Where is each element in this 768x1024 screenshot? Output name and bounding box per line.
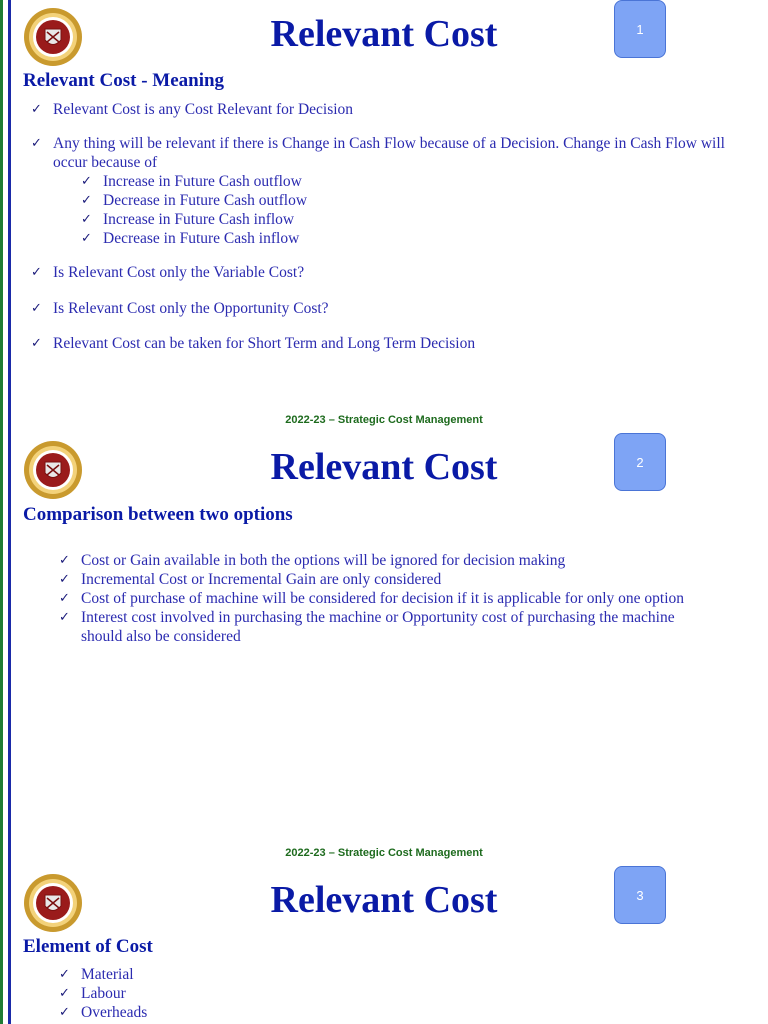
check-icon: ✓ xyxy=(81,231,92,246)
check-icon: ✓ xyxy=(81,174,92,189)
list-item xyxy=(81,191,751,210)
bullet-list xyxy=(59,965,719,1022)
list-item xyxy=(59,551,719,570)
list-item xyxy=(81,229,751,248)
list-item-text: Interest cost involved in purchasing the machine or Opportunity cost of purchasing the machine should also be considered xyxy=(81,609,675,645)
list-item-text: Is Relevant Cost only the Opportunity Cost? xyxy=(53,300,329,317)
list-item-text: Relevant Cost is any Cost Relevant for Decision xyxy=(53,101,354,118)
slide-title: Relevant Cost xyxy=(270,13,498,55)
check-icon: ✓ xyxy=(31,301,42,316)
slide-title: Relevant Cost xyxy=(270,879,498,921)
section-heading: Comparison between two options xyxy=(23,504,293,525)
slide-3 xyxy=(0,866,768,1024)
check-icon: ✓ xyxy=(59,591,70,606)
list-item-text: Is Relevant Cost only the Variable Cost? xyxy=(53,264,305,281)
left-border-blue xyxy=(8,0,11,433)
sub-list xyxy=(53,172,751,248)
page-number-badge: 3 xyxy=(614,866,666,924)
list-item-text: Any thing will be relevant if there is Change in Cash Flow because of a Decision. Change in Cash Flow will occur because of xyxy=(53,135,725,171)
check-icon: ✓ xyxy=(31,102,42,117)
check-icon: ✓ xyxy=(31,136,42,151)
check-icon: ✓ xyxy=(59,553,70,568)
list-item-text: Cost of purchase of machine will be considered for decision if it is applicable for only one option xyxy=(81,590,685,607)
check-icon: ✓ xyxy=(59,572,70,587)
slide-2 xyxy=(0,433,768,866)
check-icon: ✓ xyxy=(59,967,70,982)
list-item xyxy=(59,608,719,646)
slide-footer: 2022-23 – Strategic Cost Management xyxy=(285,414,483,426)
check-icon: ✓ xyxy=(81,212,92,227)
list-item-text: Increase in Future Cash inflow xyxy=(103,211,295,228)
list-item-text: Cost or Gain available in both the options will be ignored for decision making xyxy=(81,552,566,569)
list-item-text: Decrease in Future Cash inflow xyxy=(103,230,300,247)
check-icon: ✓ xyxy=(59,986,70,1001)
list-item-text: Labour xyxy=(81,985,126,1002)
list-item xyxy=(59,965,719,984)
slide-1 xyxy=(0,0,768,433)
list-item-text: Decrease in Future Cash outflow xyxy=(103,192,308,209)
list-item-text: Overheads xyxy=(81,1004,148,1021)
list-item-text: Increase in Future Cash outflow xyxy=(103,173,302,190)
list-item-text: Relevant Cost can be taken for Short Term and Long Term Decision xyxy=(53,335,476,352)
list-item xyxy=(31,299,751,318)
left-border-blue xyxy=(8,433,11,866)
list-item xyxy=(59,589,719,608)
list-item xyxy=(31,134,751,248)
list-item xyxy=(31,100,751,119)
list-item xyxy=(81,172,751,191)
list-item xyxy=(59,570,719,589)
check-icon: ✓ xyxy=(81,193,92,208)
left-border-green xyxy=(0,433,3,866)
check-icon: ✓ xyxy=(59,1005,70,1020)
list-item-text: Material xyxy=(81,966,134,983)
page-number-badge: 1 xyxy=(614,0,666,58)
check-icon: ✓ xyxy=(59,610,70,625)
section-heading: Element of Cost xyxy=(23,936,153,957)
check-icon: ✓ xyxy=(31,336,42,351)
page-number-badge: 2 xyxy=(614,433,666,491)
list-item xyxy=(31,334,751,353)
bullet-list xyxy=(31,100,751,353)
section-heading: Relevant Cost - Meaning xyxy=(23,70,225,91)
slide-footer: 2022-23 – Strategic Cost Management xyxy=(285,847,483,859)
list-item-text: Incremental Cost or Incremental Gain are only considered xyxy=(81,571,442,588)
list-item xyxy=(59,984,719,1003)
list-item xyxy=(81,210,751,229)
bullet-list xyxy=(59,551,719,646)
left-border-green xyxy=(0,0,3,433)
list-item xyxy=(59,1003,719,1022)
list-item xyxy=(31,263,751,282)
check-icon: ✓ xyxy=(31,265,42,280)
slide-title: Relevant Cost xyxy=(270,446,498,488)
